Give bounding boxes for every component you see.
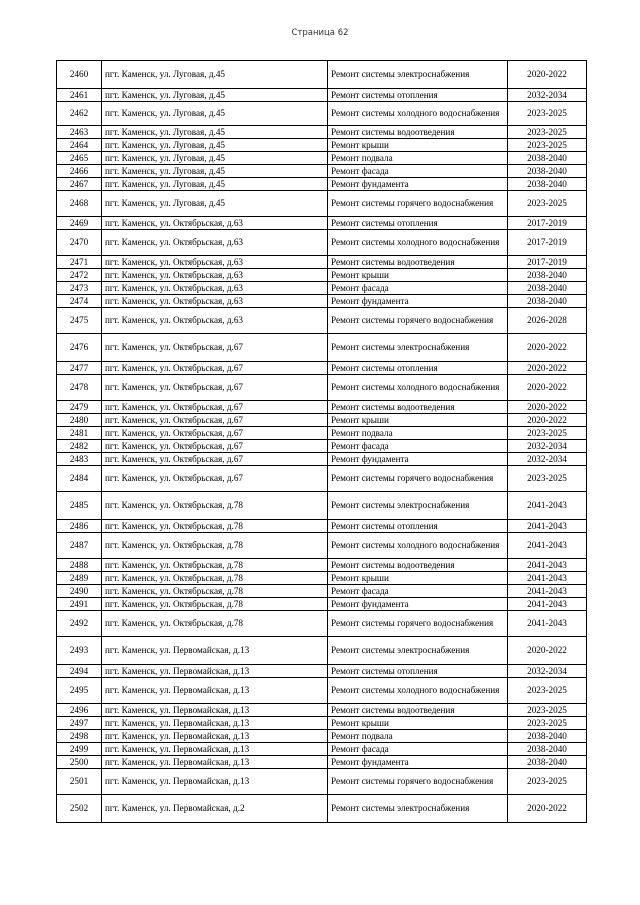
work-type-cell: Ремонт системы отопления — [328, 362, 508, 375]
address-cell: пгт. Каменск, ул. Октябрьская, д.67 — [102, 414, 328, 427]
row-number-cell: 2498 — [57, 730, 102, 743]
table-row — [57, 295, 587, 308]
work-type-cell: Ремонт фундамента — [328, 178, 508, 191]
period-cell: 2032-2034 — [508, 665, 587, 678]
work-type-cell: Ремонт системы горячего водоснабжения — [328, 769, 508, 795]
period-cell: 2023-2025 — [508, 466, 587, 492]
row-number-cell: 2481 — [57, 427, 102, 440]
address-cell: пгт. Каменск, ул. Октябрьская, д.63 — [102, 269, 328, 282]
address-cell: пгт. Каменск, ул. Октябрьская, д.63 — [102, 217, 328, 230]
period-cell: 2041-2043 — [508, 520, 587, 533]
work-type-cell: Ремонт подвала — [328, 427, 508, 440]
table-row — [57, 520, 587, 533]
table-row — [57, 401, 587, 414]
address-cell: пгт. Каменск, ул. Первомайская, д.13 — [102, 717, 328, 730]
work-type-cell: Ремонт системы водоотведения — [328, 559, 508, 572]
table-row — [57, 678, 587, 704]
work-type-cell: Ремонт фундамента — [328, 453, 508, 466]
work-type-cell: Ремонт системы электроснабжения — [328, 637, 508, 665]
period-cell: 2020-2022 — [508, 375, 587, 401]
work-type-cell: Ремонт системы водоотведения — [328, 256, 508, 269]
table-row — [57, 730, 587, 743]
row-number-cell: 2487 — [57, 533, 102, 559]
work-type-cell: Ремонт системы холодного водоснабжения — [328, 230, 508, 256]
table-row — [57, 427, 587, 440]
work-type-cell: Ремонт системы холодного водоснабжения — [328, 102, 508, 126]
address-cell: пгт. Каменск, ул. Луговая, д.45 — [102, 191, 328, 217]
work-type-cell: Ремонт системы водоотведения — [328, 401, 508, 414]
table-row — [57, 585, 587, 598]
address-cell: пгт. Каменск, ул. Октябрьская, д.63 — [102, 282, 328, 295]
row-number-cell: 2472 — [57, 269, 102, 282]
address-cell: пгт. Каменск, ул. Октябрьская, д.67 — [102, 401, 328, 414]
row-number-cell: 2478 — [57, 375, 102, 401]
work-type-cell: Ремонт фасада — [328, 282, 508, 295]
row-number-cell: 2497 — [57, 717, 102, 730]
work-type-cell: Ремонт фасада — [328, 165, 508, 178]
address-cell: пгт. Каменск, ул. Первомайская, д.13 — [102, 756, 328, 769]
period-cell: 2032-2034 — [508, 89, 587, 102]
address-cell: пгт. Каменск, ул. Луговая, д.45 — [102, 102, 328, 126]
period-cell: 2038-2040 — [508, 756, 587, 769]
table-row — [57, 466, 587, 492]
table-row — [57, 665, 587, 678]
row-number-cell: 2469 — [57, 217, 102, 230]
table-row — [57, 717, 587, 730]
work-type-cell: Ремонт фасада — [328, 440, 508, 453]
address-cell: пгт. Каменск, ул. Октябрьская, д.67 — [102, 334, 328, 362]
address-cell: пгт. Каменск, ул. Луговая, д.45 — [102, 139, 328, 152]
row-number-cell: 2488 — [57, 559, 102, 572]
page-title: Страница 62 — [291, 28, 349, 38]
address-cell: пгт. Каменск, ул. Октябрьская, д.67 — [102, 375, 328, 401]
work-type-cell: Ремонт системы электроснабжения — [328, 61, 508, 89]
row-number-cell: 2480 — [57, 414, 102, 427]
address-cell: пгт. Каменск, ул. Первомайская, д.13 — [102, 704, 328, 717]
table-row — [57, 375, 587, 401]
work-type-cell: Ремонт системы водоотведения — [328, 704, 508, 717]
work-type-cell: Ремонт системы электроснабжения — [328, 795, 508, 823]
period-cell: 2023-2025 — [508, 427, 587, 440]
table-row — [57, 308, 587, 334]
row-number-cell: 2464 — [57, 139, 102, 152]
work-type-cell: Ремонт крыши — [328, 269, 508, 282]
address-cell: пгт. Каменск, ул. Луговая, д.45 — [102, 89, 328, 102]
period-cell: 2026-2028 — [508, 308, 587, 334]
address-cell: пгт. Каменск, ул. Первомайская, д.13 — [102, 769, 328, 795]
row-number-cell: 2485 — [57, 492, 102, 520]
address-cell: пгт. Каменск, ул. Октябрьская, д.78 — [102, 492, 328, 520]
table-row — [57, 533, 587, 559]
address-cell: пгт. Каменск, ул. Октябрьская, д.78 — [102, 572, 328, 585]
address-cell: пгт. Каменск, ул. Октябрьская, д.78 — [102, 533, 328, 559]
address-cell: пгт. Каменск, ул. Октябрьская, д.78 — [102, 559, 328, 572]
row-number-cell: 2463 — [57, 126, 102, 139]
period-cell: 2023-2025 — [508, 126, 587, 139]
table-body — [57, 61, 587, 823]
period-cell: 2017-2019 — [508, 256, 587, 269]
row-number-cell: 2499 — [57, 743, 102, 756]
table-row — [57, 743, 587, 756]
row-number-cell: 2477 — [57, 362, 102, 375]
period-cell: 2017-2019 — [508, 217, 587, 230]
address-cell: пгт. Каменск, ул. Луговая, д.45 — [102, 126, 328, 139]
period-cell: 2038-2040 — [508, 295, 587, 308]
table-row — [57, 282, 587, 295]
work-type-cell: Ремонт подвала — [328, 152, 508, 165]
row-number-cell: 2460 — [57, 61, 102, 89]
table-row — [57, 165, 587, 178]
row-number-cell: 2501 — [57, 769, 102, 795]
table-row — [57, 769, 587, 795]
table-row — [57, 230, 587, 256]
work-type-cell: Ремонт системы холодного водоснабжения — [328, 375, 508, 401]
table-row — [57, 139, 587, 152]
row-number-cell: 2461 — [57, 89, 102, 102]
address-cell: пгт. Каменск, ул. Октябрьская, д.78 — [102, 520, 328, 533]
row-number-cell: 2467 — [57, 178, 102, 191]
table-row — [57, 704, 587, 717]
period-cell: 2041-2043 — [508, 572, 587, 585]
period-cell: 2038-2040 — [508, 282, 587, 295]
row-number-cell: 2473 — [57, 282, 102, 295]
period-cell: 2038-2040 — [508, 152, 587, 165]
address-cell: пгт. Каменск, ул. Октябрьская, д.67 — [102, 466, 328, 492]
address-cell: пгт. Каменск, ул. Октябрьская, д.67 — [102, 453, 328, 466]
period-cell: 2023-2025 — [508, 769, 587, 795]
table-row — [57, 756, 587, 769]
period-cell: 2023-2025 — [508, 704, 587, 717]
period-cell: 2023-2025 — [508, 102, 587, 126]
work-type-cell: Ремонт системы электроснабжения — [328, 492, 508, 520]
period-cell: 2038-2040 — [508, 269, 587, 282]
row-number-cell: 2489 — [57, 572, 102, 585]
address-cell: пгт. Каменск, ул. Первомайская, д.13 — [102, 637, 328, 665]
row-number-cell: 2500 — [57, 756, 102, 769]
work-type-cell: Ремонт крыши — [328, 717, 508, 730]
address-cell: пгт. Каменск, ул. Октябрьская, д.78 — [102, 598, 328, 611]
row-number-cell: 2484 — [57, 466, 102, 492]
row-number-cell: 2462 — [57, 102, 102, 126]
row-number-cell: 2494 — [57, 665, 102, 678]
work-type-cell: Ремонт фундамента — [328, 295, 508, 308]
address-cell: пгт. Каменск, ул. Первомайская, д.13 — [102, 730, 328, 743]
address-cell: пгт. Каменск, ул. Луговая, д.45 — [102, 152, 328, 165]
period-cell: 2038-2040 — [508, 178, 587, 191]
period-cell: 2038-2040 — [508, 165, 587, 178]
period-cell: 2023-2025 — [508, 191, 587, 217]
table-row — [57, 362, 587, 375]
period-cell: 2020-2022 — [508, 334, 587, 362]
address-cell: пгт. Каменск, ул. Первомайская, д.2 — [102, 795, 328, 823]
table-row — [57, 611, 587, 637]
address-cell: пгт. Каменск, ул. Октябрьская, д.63 — [102, 230, 328, 256]
period-cell: 2041-2043 — [508, 598, 587, 611]
row-number-cell: 2475 — [57, 308, 102, 334]
row-number-cell: 2496 — [57, 704, 102, 717]
period-cell: 2038-2040 — [508, 743, 587, 756]
period-cell: 2020-2022 — [508, 637, 587, 665]
address-cell: пгт. Каменск, ул. Октябрьская, д.78 — [102, 611, 328, 637]
address-cell: пгт. Каменск, ул. Луговая, д.45 — [102, 178, 328, 191]
table-row — [57, 637, 587, 665]
address-cell: пгт. Каменск, ул. Луговая, д.45 — [102, 61, 328, 89]
work-type-cell: Ремонт системы водоотведения — [328, 126, 508, 139]
address-cell: пгт. Каменск, ул. Октябрьская, д.67 — [102, 362, 328, 375]
row-number-cell: 2476 — [57, 334, 102, 362]
table-row — [57, 256, 587, 269]
period-cell: 2023-2025 — [508, 678, 587, 704]
table-row — [57, 89, 587, 102]
row-number-cell: 2502 — [57, 795, 102, 823]
work-type-cell: Ремонт крыши — [328, 572, 508, 585]
row-number-cell: 2492 — [57, 611, 102, 637]
row-number-cell: 2479 — [57, 401, 102, 414]
table-row — [57, 492, 587, 520]
table-row — [57, 178, 587, 191]
row-number-cell: 2471 — [57, 256, 102, 269]
address-cell: пгт. Каменск, ул. Октябрьская, д.63 — [102, 256, 328, 269]
address-cell: пгт. Каменск, ул. Октябрьская, д.63 — [102, 295, 328, 308]
work-type-cell: Ремонт системы горячего водоснабжения — [328, 611, 508, 637]
table-row — [57, 334, 587, 362]
address-cell: пгт. Каменск, ул. Первомайская, д.13 — [102, 743, 328, 756]
period-cell: 2041-2043 — [508, 611, 587, 637]
work-type-cell: Ремонт системы отопления — [328, 665, 508, 678]
work-type-cell: Ремонт крыши — [328, 139, 508, 152]
period-cell: 2017-2019 — [508, 230, 587, 256]
address-cell: пгт. Каменск, ул. Первомайская, д.13 — [102, 678, 328, 704]
row-number-cell: 2470 — [57, 230, 102, 256]
address-cell: пгт. Каменск, ул. Октябрьская, д.63 — [102, 308, 328, 334]
address-cell: пгт. Каменск, ул. Октябрьская, д.67 — [102, 427, 328, 440]
work-type-cell: Ремонт системы горячего водоснабжения — [328, 308, 508, 334]
work-type-cell: Ремонт фундамента — [328, 756, 508, 769]
period-cell: 2023-2025 — [508, 717, 587, 730]
table-row — [57, 191, 587, 217]
period-cell: 2041-2043 — [508, 533, 587, 559]
period-cell: 2020-2022 — [508, 61, 587, 89]
period-cell: 2020-2022 — [508, 795, 587, 823]
work-type-cell: Ремонт фасада — [328, 743, 508, 756]
work-type-cell: Ремонт системы отопления — [328, 217, 508, 230]
period-cell: 2041-2043 — [508, 585, 587, 598]
address-cell: пгт. Каменск, ул. Первомайская, д.13 — [102, 665, 328, 678]
row-number-cell: 2474 — [57, 295, 102, 308]
table-row — [57, 598, 587, 611]
table-row — [57, 414, 587, 427]
period-cell: 2020-2022 — [508, 414, 587, 427]
row-number-cell: 2465 — [57, 152, 102, 165]
repair-schedule-table — [56, 60, 587, 823]
table-row — [57, 559, 587, 572]
period-cell: 2020-2022 — [508, 362, 587, 375]
table-row — [57, 152, 587, 165]
period-cell: 2023-2025 — [508, 139, 587, 152]
work-type-cell: Ремонт системы электроснабжения — [328, 334, 508, 362]
period-cell: 2041-2043 — [508, 559, 587, 572]
address-cell: пгт. Каменск, ул. Октябрьская, д.78 — [102, 585, 328, 598]
row-number-cell: 2483 — [57, 453, 102, 466]
work-type-cell: Ремонт подвала — [328, 730, 508, 743]
row-number-cell: 2482 — [57, 440, 102, 453]
row-number-cell: 2495 — [57, 678, 102, 704]
row-number-cell: 2491 — [57, 598, 102, 611]
table-row — [57, 102, 587, 126]
work-type-cell: Ремонт системы горячего водоснабжения — [328, 191, 508, 217]
period-cell: 2038-2040 — [508, 730, 587, 743]
row-number-cell: 2490 — [57, 585, 102, 598]
work-type-cell: Ремонт системы горячего водоснабжения — [328, 466, 508, 492]
period-cell: 2032-2034 — [508, 440, 587, 453]
table-row — [57, 217, 587, 230]
row-number-cell: 2468 — [57, 191, 102, 217]
table-row — [57, 795, 587, 823]
row-number-cell: 2466 — [57, 165, 102, 178]
table-row — [57, 572, 587, 585]
table-row — [57, 61, 587, 89]
table-row — [57, 126, 587, 139]
row-number-cell: 2486 — [57, 520, 102, 533]
work-type-cell: Ремонт фундамента — [328, 598, 508, 611]
work-type-cell: Ремонт фасада — [328, 585, 508, 598]
address-cell: пгт. Каменск, ул. Луговая, д.45 — [102, 165, 328, 178]
table-row — [57, 269, 587, 282]
table-row — [57, 453, 587, 466]
work-type-cell: Ремонт крыши — [328, 414, 508, 427]
period-cell: 2032-2034 — [508, 453, 587, 466]
period-cell: 2020-2022 — [508, 401, 587, 414]
work-type-cell: Ремонт системы холодного водоснабжения — [328, 533, 508, 559]
row-number-cell: 2493 — [57, 637, 102, 665]
period-cell: 2041-2043 — [508, 492, 587, 520]
table-row — [57, 440, 587, 453]
work-type-cell: Ремонт системы отопления — [328, 520, 508, 533]
address-cell: пгт. Каменск, ул. Октябрьская, д.67 — [102, 440, 328, 453]
work-type-cell: Ремонт системы отопления — [328, 89, 508, 102]
work-type-cell: Ремонт системы холодного водоснабжения — [328, 678, 508, 704]
